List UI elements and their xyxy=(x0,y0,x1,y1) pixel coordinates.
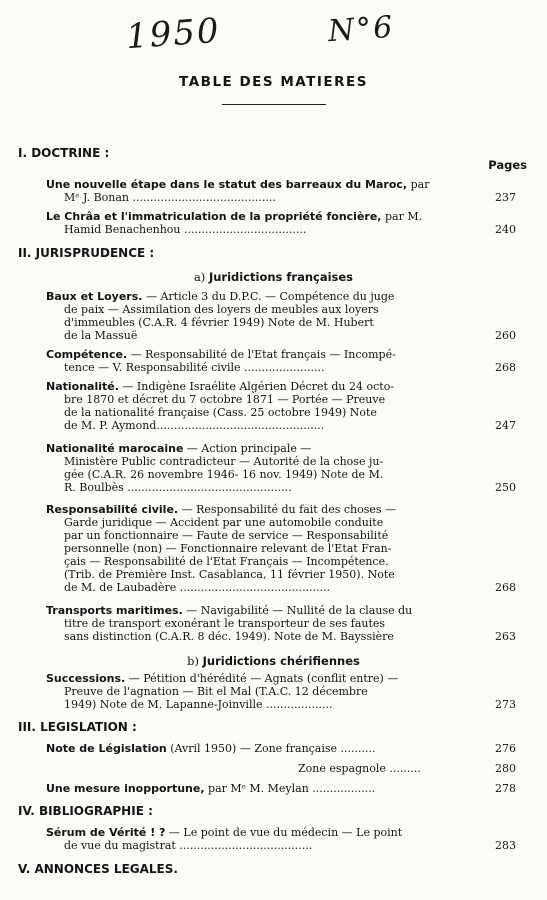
entry-page-number: 240 xyxy=(495,223,516,236)
toc-entry xyxy=(46,210,516,236)
section-doctrine: I. DOCTRINE : xyxy=(18,146,110,160)
entry-text: 1949) Note de M. Lapanne-Joinville ................... xyxy=(64,698,333,711)
entry-page-number: 276 xyxy=(495,742,516,755)
subsection-juridictions-cherifiennes xyxy=(0,654,547,668)
entry-text: Garde juridique — Accident par une automobile conduite xyxy=(64,516,384,529)
entry-lead: Le Chrâa et l'immatriculation de la propriété foncière, xyxy=(46,210,382,223)
handwritten-issue-number: N°6 xyxy=(326,9,396,50)
entry-text: de la nationalité française (Cass. 25 octobre 1949) Note xyxy=(64,406,377,419)
entry-lead: Responsabilité civile. xyxy=(46,503,179,516)
toc-entry xyxy=(46,782,516,795)
subsection-prefix: a) xyxy=(193,270,209,284)
entry-text: par un fonctionnaire — Faute de service — Responsabilité xyxy=(64,529,389,542)
entry-page-number: 273 xyxy=(495,698,516,711)
toc-entry xyxy=(46,348,516,374)
toc-entry xyxy=(46,503,516,594)
toc-entry xyxy=(46,826,516,852)
entry-text: (Avril 1950) — Zone française .......... xyxy=(166,742,376,755)
entry-page-number: 250 xyxy=(495,481,516,494)
entry-text: — Pétition d'hérédité — Agnats (conflit entre) — xyxy=(125,672,399,685)
entry-text: de vue du magistrat ...................................... xyxy=(64,839,313,852)
entry-text: — Action principale — xyxy=(183,442,312,455)
toc-entry xyxy=(46,178,516,204)
entry-text: Mᵉ J. Bonan ......................................... xyxy=(64,191,276,204)
entry-page-number: 263 xyxy=(495,630,516,643)
entry-text: Preuve de l'agnation — Bit el Mal (T.A.C. 12 décembre xyxy=(64,685,368,698)
entry-lead: Transports maritimes. xyxy=(46,604,183,617)
entry-text: de paix — Assimilation des loyers de meubles aux loyers xyxy=(64,303,379,316)
entry-text: — Indigène Israélite Algérien Décret du 24 octo- xyxy=(118,380,395,393)
toc-entry xyxy=(46,604,516,643)
entry-lead: Une mesure inopportune, xyxy=(46,782,205,795)
toc-entry xyxy=(46,380,516,432)
entry-page-number: 260 xyxy=(495,329,516,342)
entry-text: R. Boulbès ............................................... xyxy=(64,481,292,494)
entry-page-number: 268 xyxy=(495,581,516,594)
entry-text: — Article 3 du D.P.C. — Compétence du juge xyxy=(142,290,395,303)
entry-lead: Note de Législation xyxy=(46,742,167,755)
toc-entry xyxy=(46,742,516,755)
subsection-title: Juridictions chérifiennes xyxy=(202,654,360,668)
entry-lead: Compétence. xyxy=(46,348,128,361)
entry-text: par Mᵉ M. Meylan .................. xyxy=(204,782,376,795)
toc-entry xyxy=(298,762,478,775)
entry-text: — Responsabilité du fait des choses — xyxy=(178,503,397,516)
subsection-title: Juridictions françaises xyxy=(208,270,354,284)
entry-page-number: 247 xyxy=(495,419,516,432)
entry-text: bre 1870 et décret du 7 octobre 1871 — Portée — Preuve xyxy=(64,393,386,406)
section-annonces-legales: V. ANNONCES LEGALES. xyxy=(18,862,178,876)
entry-text: Hamid Benachenhou ................................... xyxy=(64,223,307,236)
entry-lead: Sérum de Vérité ! ? xyxy=(46,826,166,839)
entry-lead: Nationalité marocaine xyxy=(46,442,184,455)
title-divider xyxy=(222,104,326,105)
entry-text: sans distinction (C.A.R. 8 déc. 1949). Note de M. Bayssière xyxy=(64,630,394,643)
entry-text: tence — V. Responsabilité civile ....................... xyxy=(64,361,325,374)
entry-text: de M. de Laubadère ........................................... xyxy=(64,581,331,594)
entry-text: de M. P. Aymond................................................ xyxy=(64,419,325,432)
toc-entry xyxy=(46,290,516,342)
entry-text: Zone espagnole ......... xyxy=(298,762,421,775)
toc-entry xyxy=(46,442,516,494)
entry-text: — Le point de vue du médecin — Le point xyxy=(165,826,403,839)
entry-text: gée (C.A.R. 26 novembre 1946- 16 nov. 1949) Note de M. xyxy=(64,468,384,481)
entry-text: — Navigabilité — Nullité de la clause du xyxy=(182,604,413,617)
entry-text: Ministère Public contradicteur — Autorité de la chose ju- xyxy=(64,455,384,468)
section-bibliographie: IV. BIBLIOGRAPHIE : xyxy=(18,804,153,818)
section-legislation: III. LEGISLATION : xyxy=(18,720,137,734)
entry-text: titre de transport exonérant le transporteur de ses fautes xyxy=(64,617,386,630)
entry-text: par M. xyxy=(381,210,423,223)
handwritten-year: 1950 xyxy=(124,10,222,58)
entry-page-number: 283 xyxy=(495,839,516,852)
entry-lead: Nationalité. xyxy=(46,380,119,393)
entry-text: (Trib. de Première Inst. Casablanca, 11 février 1950). Note xyxy=(64,568,395,581)
entry-text: de la Massuë xyxy=(64,329,138,342)
entry-lead: Baux et Loyers. xyxy=(46,290,143,303)
entry-text: par xyxy=(407,178,430,191)
entry-lead: Une nouvelle étape dans le statut des barreaux du Maroc, xyxy=(46,178,408,191)
entry-page-number: 237 xyxy=(495,191,516,204)
subsection-prefix: b) xyxy=(187,654,203,668)
entry-text: çais — Responsabilité de l'Etat Français — Incompétence. xyxy=(64,555,389,568)
entry-text: d'immeubles (C.A.R. 4 février 1949) Note de M. Hubert xyxy=(64,316,374,329)
entry-page-number: 268 xyxy=(495,361,516,374)
entry-text: — Responsabilité de l'Etat français — Incompé- xyxy=(127,348,396,361)
entry-lead: Successions. xyxy=(46,672,126,685)
entry-text: personnelle (non) — Fonctionnaire relevant de l'Etat Fran- xyxy=(64,542,392,555)
subsection-juridictions-francaises xyxy=(0,270,547,284)
page-title: TABLE DES MATIERES xyxy=(179,74,368,90)
entry-page-number: 280 xyxy=(495,762,516,775)
toc-entry xyxy=(46,672,516,711)
pages-header: Pages xyxy=(488,158,527,172)
section-jurisprudence: II. JURISPRUDENCE : xyxy=(18,246,155,260)
entry-page-number: 278 xyxy=(495,782,516,795)
